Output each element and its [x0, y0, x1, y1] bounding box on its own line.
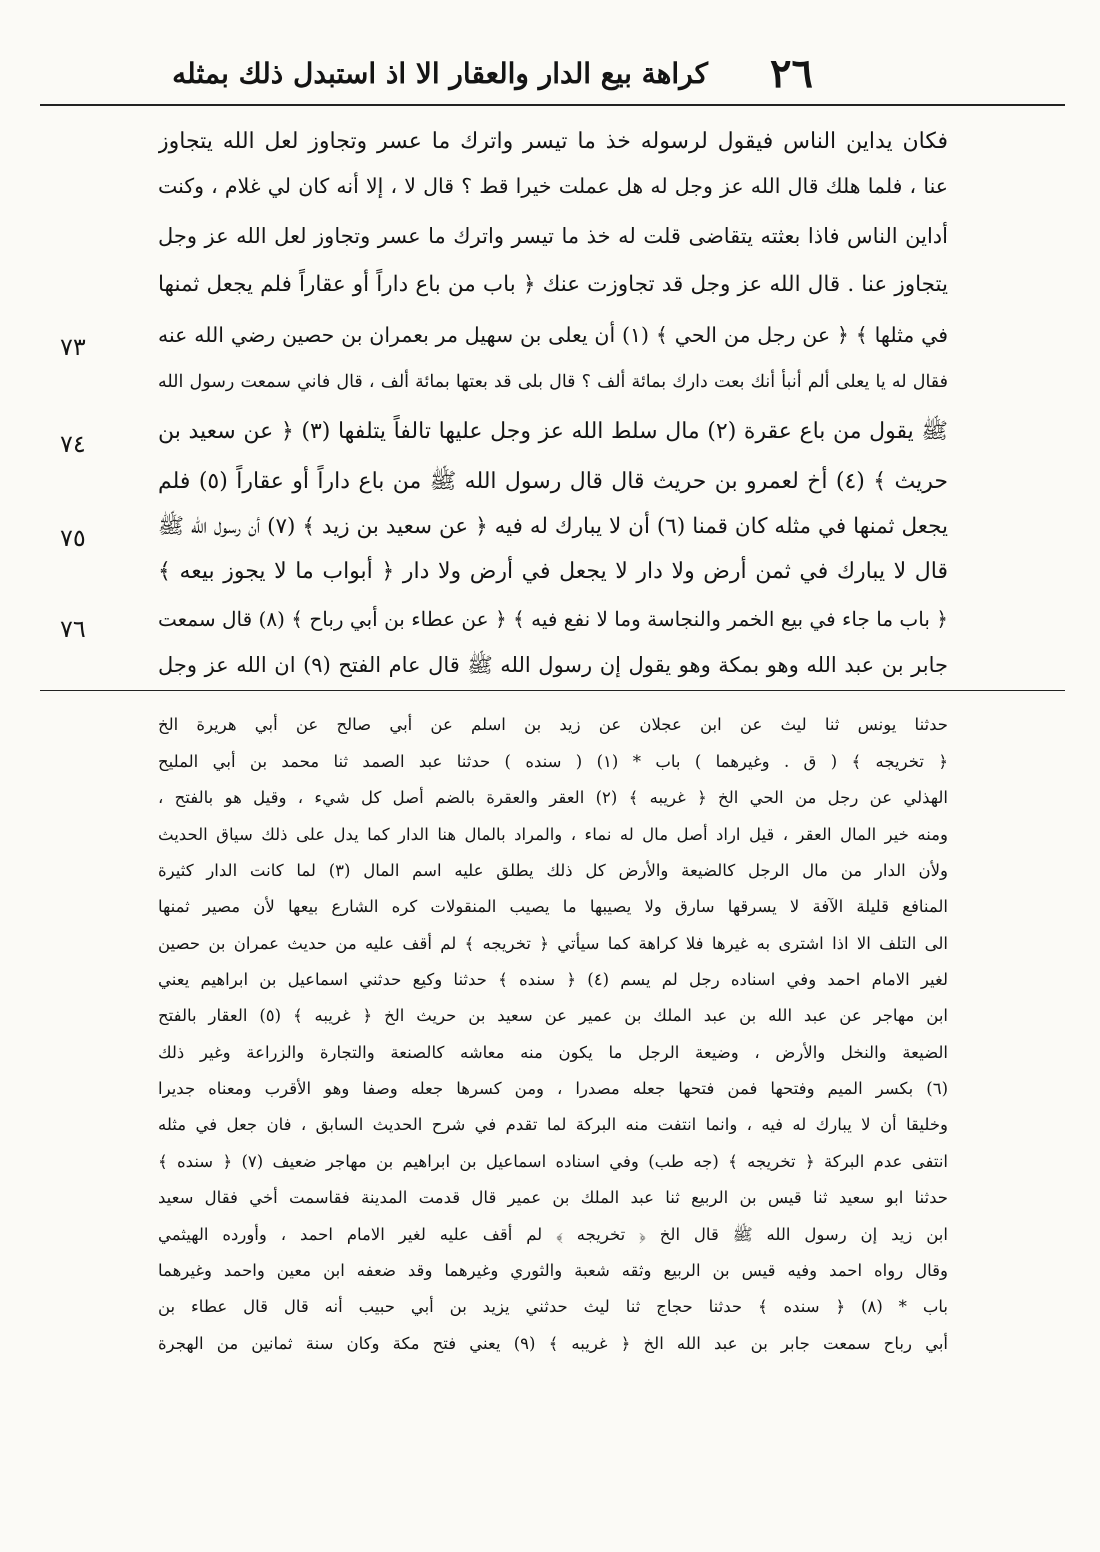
hadith-number: ٧٤ — [60, 430, 86, 458]
footnote-line: أبي رباح سمعت جابر بن عبد الله الخ ﴿ غريبه ﴾ (٩) يعني فتح مكة وكان سنة ثمانين من الهجرة — [158, 1334, 948, 1353]
footnote-line: حدثنا يونس ثنا ليث عن ابن عجلان عن زيد بن اسلم عن أبي صالح عن أبي هريرة الخ — [158, 715, 948, 734]
footnote-line: انتفى عدم البركة ﴿ تخريجه ﴾ (جه طب) وفي اسناده اسماعيل بن ابراهيم بن مهاجر ضعيف (٧) ﴿ سنده ﴾ — [158, 1152, 948, 1171]
text-line: ﴿ باب ما جاء في بيع الخمر والنجاسة وما لا نفع فيه ﴾ ﴿ عن عطاء بن أبي رباح ﴾ (٨) قال سمعت — [158, 607, 948, 631]
footnote-line: الضيعة والنخل والأرض ، وضيعة الرجل ما يكون منه معاشه كالصنعة والتجارة والزراعة وغير ذلك — [158, 1043, 948, 1062]
footnote-line: ومنه خير المال العقر ، قيل اراد أصل مال له نماء ، والمراد بالمال هنا الدار كما يدل على ذلك سياق الحديث — [158, 825, 948, 844]
hadith-number: ٧٥ — [60, 524, 86, 552]
text-line: حريث ﴾ (٤) أخ لعمرو بن حريث قال قال رسول الله ﷺ من باع داراً أو عقاراً (٥) فلم — [158, 469, 948, 494]
text-line: يتجاوز عنا . قال الله عز وجل قد تجاوزت عنك ﴿ باب من باع داراً أو عقاراً فلم يجعل ثمنها — [158, 272, 948, 297]
page-number: ٢٦ — [770, 50, 813, 97]
hadith-number: ٧٦ — [60, 615, 86, 643]
footnote-line: ولأن الدار من مال الرجل كالضيعة والأرض كل ذلك يطلق عليه اسم المال (٣) لما كانت الدار كثيرة — [158, 861, 948, 880]
footnote-line: وقال رواه احمد وفيه قيس بن الربيع وثقه شعبة والثوري وغيرهما وقد ضعفه ابن معين واحمد وغيرهما — [158, 1261, 948, 1280]
footnote-line: حدثنا ابو سعيد ثنا قيس بن الربيع ثنا عبد الملك بن عمير قال قدمت المدينة فقاسمت أخي فقال سعيد — [158, 1188, 948, 1207]
footnote-line: ابن مهاجر عن عبد الله بن عبد الملك بن عمير عن سعيد بن حريث الخ ﴿ غريبه ﴾ (٥) العقار بالفتح — [158, 1006, 948, 1025]
header-rule — [40, 104, 1065, 106]
text-line: أداين الناس فاذا بعثته يتقاضى قلت له خذ ما تيسر واترك ما عسر وتجاوز لعل الله عز وجل — [158, 224, 948, 248]
page-header — [58, 48, 1058, 100]
footnote-line: المنافع قليلة الآفة لا يسرقها سارق ولا يصيبها ما يصيب المنقولات كره الشارع بيعها لأن مصير ثمنها — [158, 897, 948, 916]
text-line: في مثلها ﴾ ﴿ عن رجل من الحي ﴾ (١) أن يعلى بن سهيل مر بعمران بن حصين رضي الله عنه — [158, 323, 948, 347]
text-line: قال لا يبارك في ثمن أرض ولا دار لا يجعل في أرض ولا دار ﴿ أبواب ما لا يجوز بيعه ﴾ — [158, 559, 948, 584]
footnote-line: الهذلي عن رجل من الحي الخ ﴿ غريبه ﴾ (٢) العقر والعقرة بالضم أصل كل شيء ، وقيل هو بالفتح ، — [158, 788, 948, 807]
footnote-line: (٦) بكسر الميم وفتحها فمن فتحها جعله مصدرا ، ومن كسرها جعله وصفا وهو الأقرب ومعناه جديرا — [158, 1079, 948, 1098]
footnote-divider — [40, 690, 1065, 691]
footnote-line: ابن زيد إن رسول الله ﷺ قال الخ ﴿ تخريجه ﴾ لم أقف عليه لغير الامام احمد ، وأورده الهيثمي — [158, 1225, 948, 1244]
text-line: عنا ، فلما هلك قال الله عز وجل له هل عملت خيرا قط ؟ قال لا ، إلا أنه كان لي غلام ، وكنت — [158, 174, 948, 198]
hadith-number: ٧٣ — [60, 333, 86, 361]
text-line: ﷺ يقول من باع عقرة (٢) مال سلط الله عز وجل عليها تالفاً يتلفها (٣) ﴿ عن سعيد بن — [158, 419, 948, 444]
text-line: يجعل ثمنها في مثله كان قمنا (٦) أن لا يبارك له فيه ﴿ عن سعيد بن زيد ﴾ (٧) أن رسول الله ﷺ — [158, 514, 948, 539]
text-line: جابر بن عبد الله وهو بمكة وهو يقول إن رسول الله ﷺ قال عام الفتح (٩) ان الله عز وجل — [158, 653, 948, 677]
footnote-line: الى التلف الا اذا اشترى به غيرها فلا كراهة كما سيأتي ﴿ تخريجه ﴾ لم أقف عليه من حديث عمران بن حصين — [158, 934, 948, 953]
footnote-line: لغير الامام احمد وفي اسناده رجل لم يسم (٤) ﴿ سنده ﴾ حدثنا وكيع حدثني اسماعيل بن ابراهيم يعني — [158, 970, 948, 989]
footnote-line: وخليقا أن لا يبارك له فيه ، وانما انتفت منه البركة لما تقدم في شرح الحديث السابق ، فان جعل في مثله — [158, 1115, 948, 1134]
text-line: فكان يداين الناس فيقول لرسوله خذ ما تيسر واترك ما عسر وتجاوز لعل الله يتجاوز — [158, 129, 948, 154]
text-line: فقال له يا يعلى ألم أنبأ أنك بعت دارك بمائة ألف ؟ قال بلى قد بعتها بمائة ألف ، قال فاني سمعت رسول الله — [158, 372, 948, 392]
footnote-line: باب * (٨) ﴿ سنده ﴾ حدثنا حجاج ثنا ليث حدثني يزيد بن أبي حبيب أنه قال قال عطاء بن — [158, 1297, 948, 1316]
footnote-line: ﴿ تخريجه ﴾ ( ق . وغيرهما ) باب * (١) ( سنده ) حدثنا عبد الصمد ثنا محمد بن أبي المليح — [158, 752, 948, 771]
running-title: كراهة بيع الدار والعقار الا اذ استبدل ذلك بمثله — [172, 57, 708, 90]
